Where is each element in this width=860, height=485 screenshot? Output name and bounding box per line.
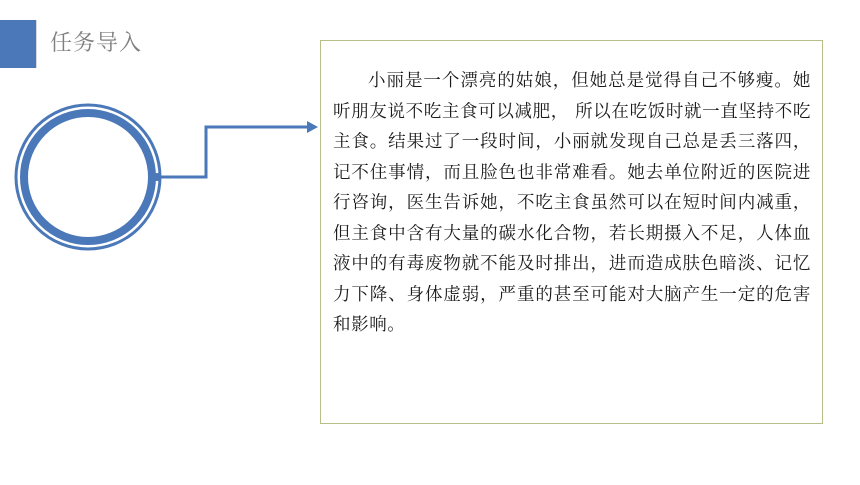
story-text: 小丽是一个漂亮的姑娘，但她总是觉得自己不够瘦。她听朋友说不吃主食可以减肥， 所以在吃饭时就一直坚持不吃主食。结果过了一段时间，小丽就发现自己总是丢三落四， 记不住事情，而且脸色也非常难看。她去单位附近的医院进行咨询，医生告诉她，不吃主食虽然可以在短时间内减重，但主食中含有大量的碳水化合物，若长期摄入不足，人体血液中的有毒废物就不能及时排出，进而造成肤色暗淡、记忆力下降、身体虚弱，严重的甚至可能对大脑产生一定的危害和影响。 bbox=[333, 71, 811, 335]
page-title: 任务导入 bbox=[50, 31, 143, 56]
inner-ring bbox=[24, 113, 152, 241]
connector-line bbox=[157, 127, 310, 177]
story-box bbox=[320, 40, 823, 424]
arrow-head-icon bbox=[307, 121, 318, 133]
outer-ring bbox=[16, 105, 160, 249]
